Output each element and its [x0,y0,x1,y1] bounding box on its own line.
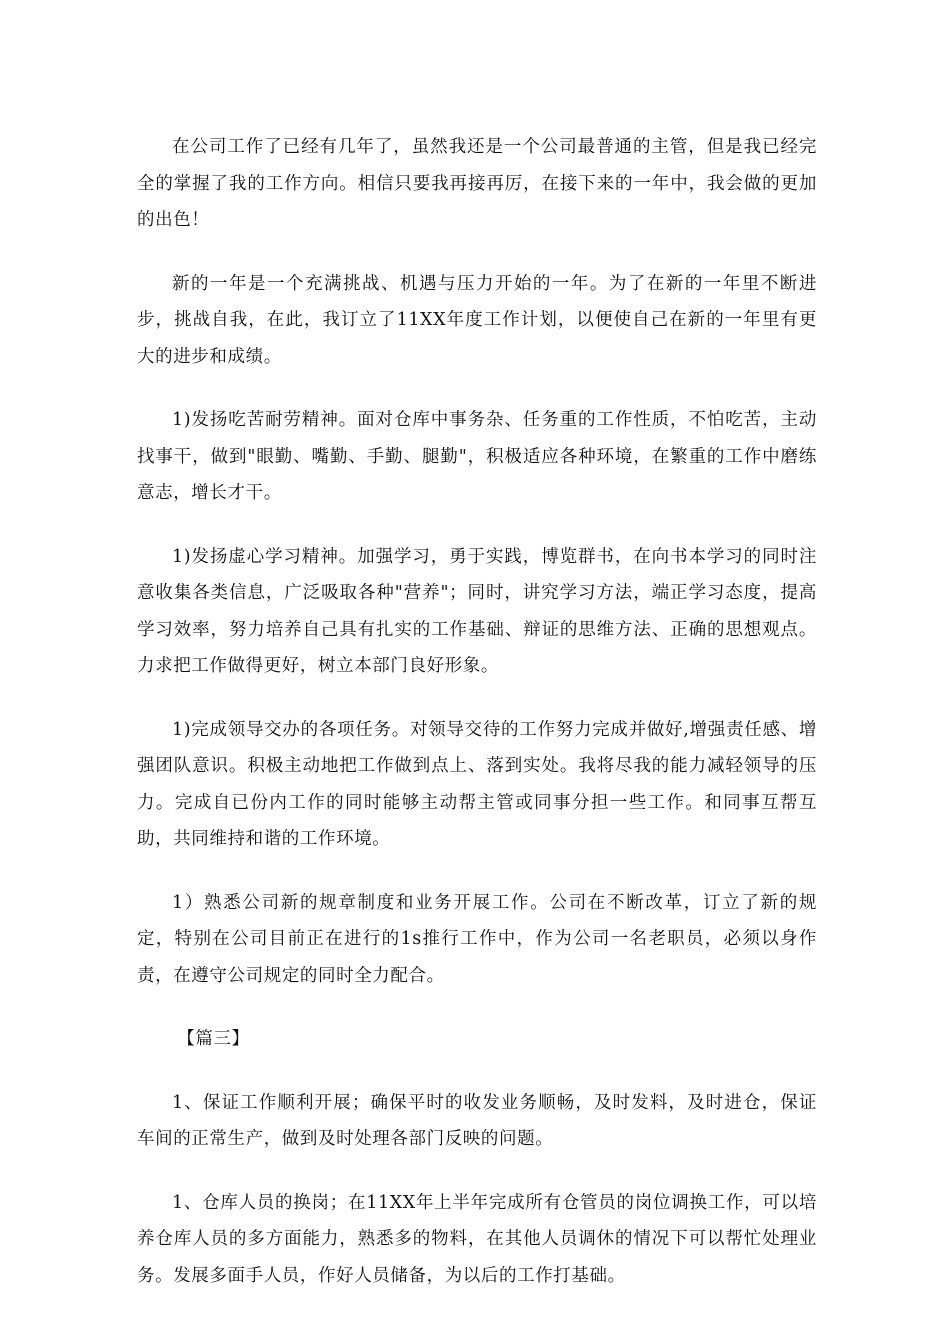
paragraph-smooth-work: 1、保证工作顺利开展；确保平时的收发业务顺畅，及时发料，及时进仓，保证车间的正常生产，做到及时处理各部门反映的问题。 [137,1092,817,1149]
paragraph-leader-tasks: 1)完成领导交办的各项任务。对领导交待的工作努力完成并做好,增强责任感、增强团队意识。积极主动地把工作做到点上、落到实处。我将尽我的能力减轻领导的压力。完成自已份内工作的同时能够主动帮主管或同事分担一些工作。和同事互帮互助，共同维持和谐的工作环境。 [137,719,817,849]
paragraph-new-year: 新的一年是一个充满挑战、机遇与压力开始的一年。为了在新的一年里不断进步，挑战自我，在此，我订立了11XX年度工作计划，以便使自己在新的一年里有更大的进步和成绩。 [137,273,817,367]
paragraph-hardworking: 1)发扬吃苦耐劳精神。面对仓库中事务杂、任务重的工作性质，不怕吃苦，主动找事干，做到"眼勤、嘴勤、手勤、腿勤"，积极适应各种环境，在繁重的工作中磨练意志，增长才干。 [137,410,817,503]
paragraph-learning: 1)发扬虚心学习精神。加强学习，勇于实践，博览群书，在向书本学习的同时注意收集各类信息，广泛吸取各种"营养"；同时，讲究学习方法，端正学习态度，提高学习效率，努力培养自己具有扎实的工作基础、辩证的思维方法、正确的思想观点。力求把工作做得更好，树立本部门良好形象。 [137,546,817,676]
paragraph-intro: 在公司工作了已经有几年了，虽然我还是一个公司最普通的主管，但是我已经完全的掌握了我的工作方向。相信只要我再接再厉，在接下来的一年中，我会做的更加的出色！ [137,137,817,230]
document-body [137,129,817,1321]
section-heading: 【篇三】 [177,1029,250,1049]
paragraph-regulations: 1）熟悉公司新的规章制度和业务开展工作。公司在不断改革，订立了新的规定，特别在公司目前正在进行的1s推行工作中，作为公司一名老职员，必须以身作责，在遵守公司规定的同时全力配合。 [137,892,817,986]
paragraph-job-rotation: 1、仓库人员的换岗；在11XX年上半年完成所有仓管员的岗位调换工作，可以培养仓库人员的多方面能力，熟悉多的物料，在其他人员调休的情况下可以帮忙处理业务。发展多面手人员，作好人员储备，为以后的工作打基础。 [137,1192,817,1286]
